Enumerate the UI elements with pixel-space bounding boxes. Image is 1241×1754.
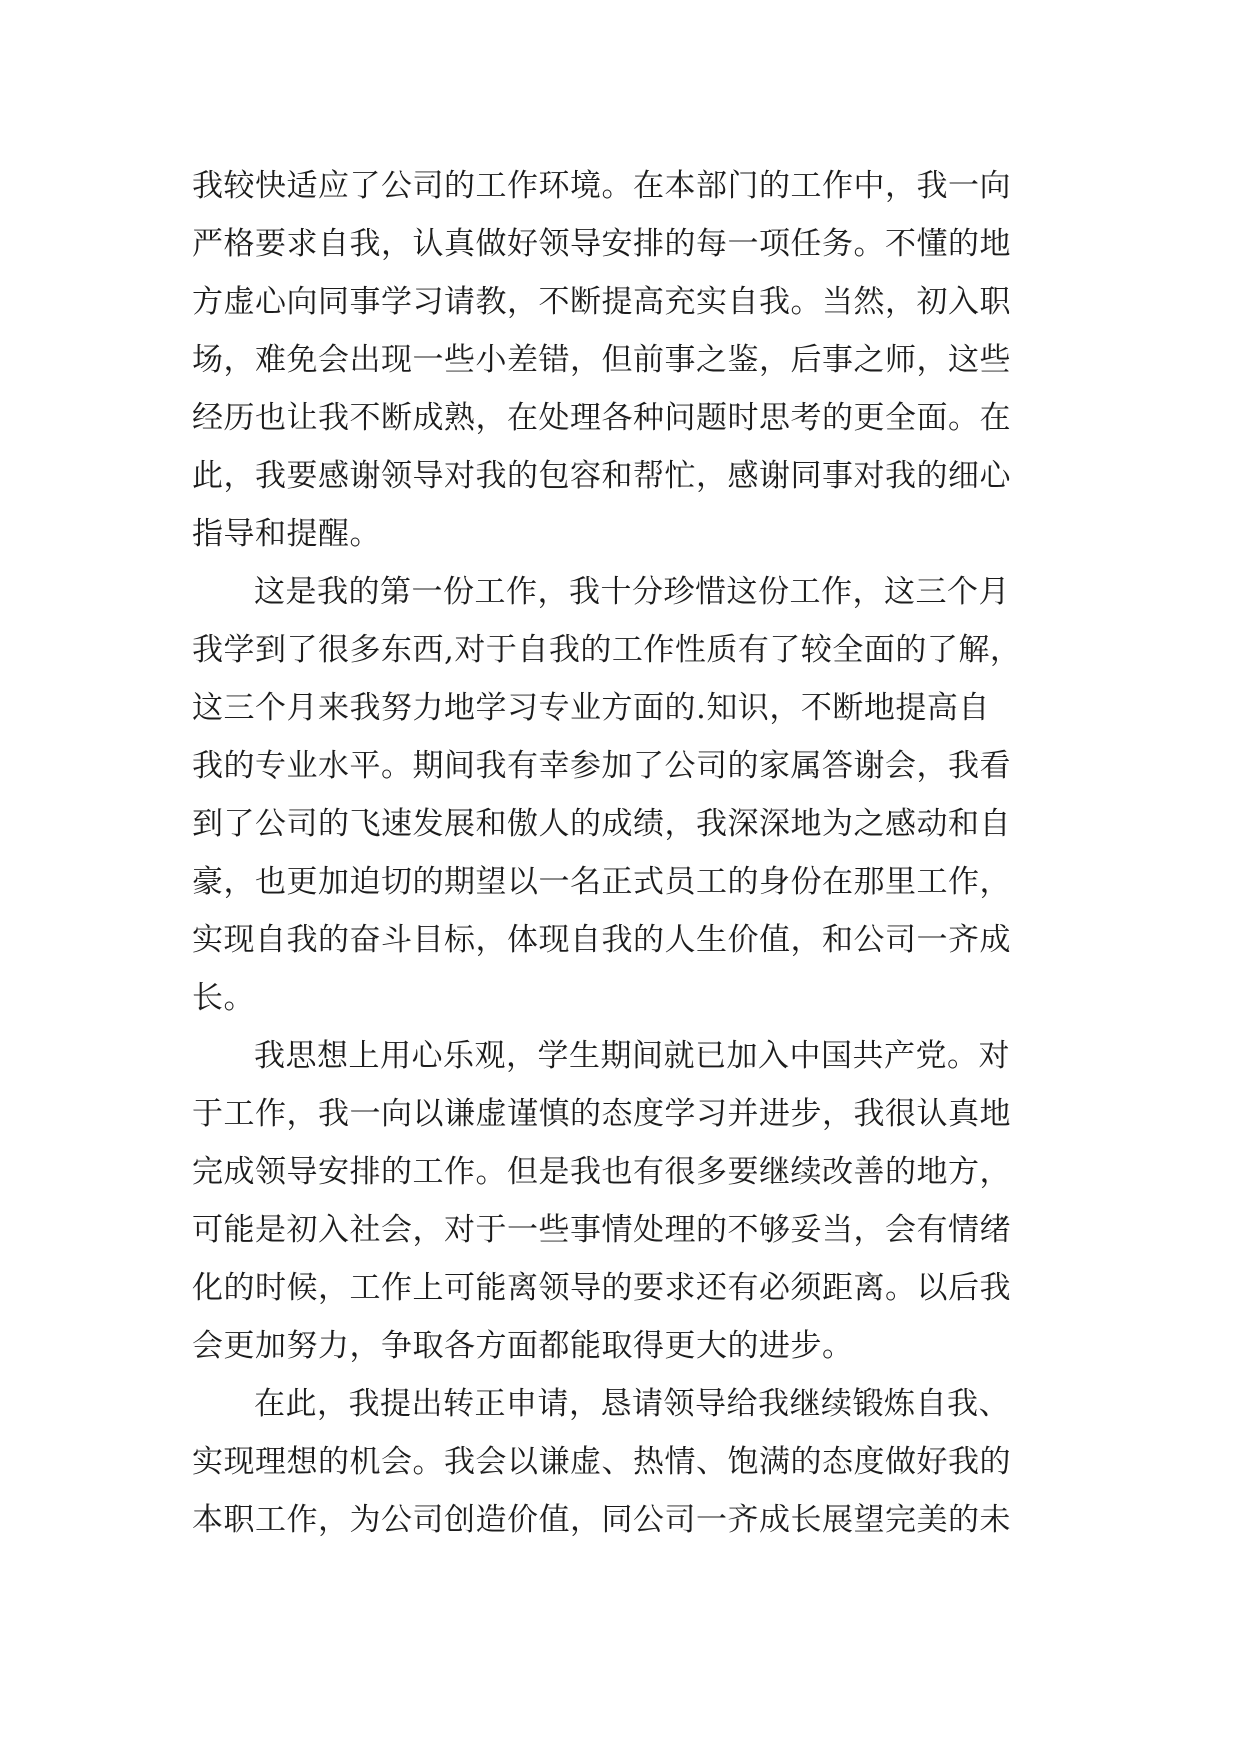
text-line: 我学到了很多东西,对于自我的工作性质有了较全面的了解， [192,632,1022,668]
text-line: 豪，也更加迫切的期望以一名正式员工的身份在那里工作， [192,864,1011,900]
text-line: 长。 [192,980,255,1016]
text-line: 指导和提醒。 [192,516,381,552]
text-line: 我较快适应了公司的工作环境。在本部门的工作中，我一向 [192,168,1011,204]
text-line: 这三个月来我努力地学习专业方面的.知识，不断地提高自 [192,690,990,726]
text-line: 化的时候，工作上可能离领导的要求还有必须距离。以后我 [192,1270,1011,1306]
text-line: 场，难免会出现一些小差错，但前事之鉴，后事之师，这些 [192,342,1011,378]
text-line: 我的专业水平。期间我有幸参加了公司的家属答谢会，我看 [192,748,1011,784]
text-line: 本职工作，为公司创造价值，同公司一齐成长展望完美的未 [192,1502,1011,1538]
text-line: 方虚心向同事学习请教，不断提高充实自我。当然，初入职 [192,284,1011,320]
text-line: 到了公司的飞速发展和傲人的成绩，我深深地为之感动和自 [192,806,1011,842]
text-line: 实现自我的奋斗目标，体现自我的人生价值，和公司一齐成 [192,922,1011,958]
text-line: 可能是初入社会，对于一些事情处理的不够妥当，会有情绪 [192,1212,1011,1248]
paragraph-first-line: 这是我的第一份工作，我十分珍惜这份工作，这三个月 [254,574,1010,610]
text-line: 严格要求自我，认真做好领导安排的每一项任务。不懂的地 [192,226,1011,262]
text-line: 此，我要感谢领导对我的包容和帮忙，感谢同事对我的细心 [192,458,1011,494]
text-line: 实现理想的机会。我会以谦虚、热情、饱满的态度做好我的 [192,1444,1011,1480]
paragraph-first-line: 我思想上用心乐观，学生期间就已加入中国共产党。对 [254,1038,1010,1074]
text-line: 经历也让我不断成熟，在处理各种问题时思考的更全面。在 [192,400,1011,436]
document-body [192,157,1052,1549]
paragraph-first-line: 在此，我提出转正申请，恳请领导给我继续锻炼自我、 [254,1386,1010,1422]
text-line: 完成领导安排的工作。但是我也有很多要继续改善的地方， [192,1154,1011,1190]
text-line: 于工作，我一向以谦虚谨慎的态度学习并进步，我很认真地 [192,1096,1011,1132]
text-line: 会更加努力，争取各方面都能取得更大的进步。 [192,1328,854,1364]
